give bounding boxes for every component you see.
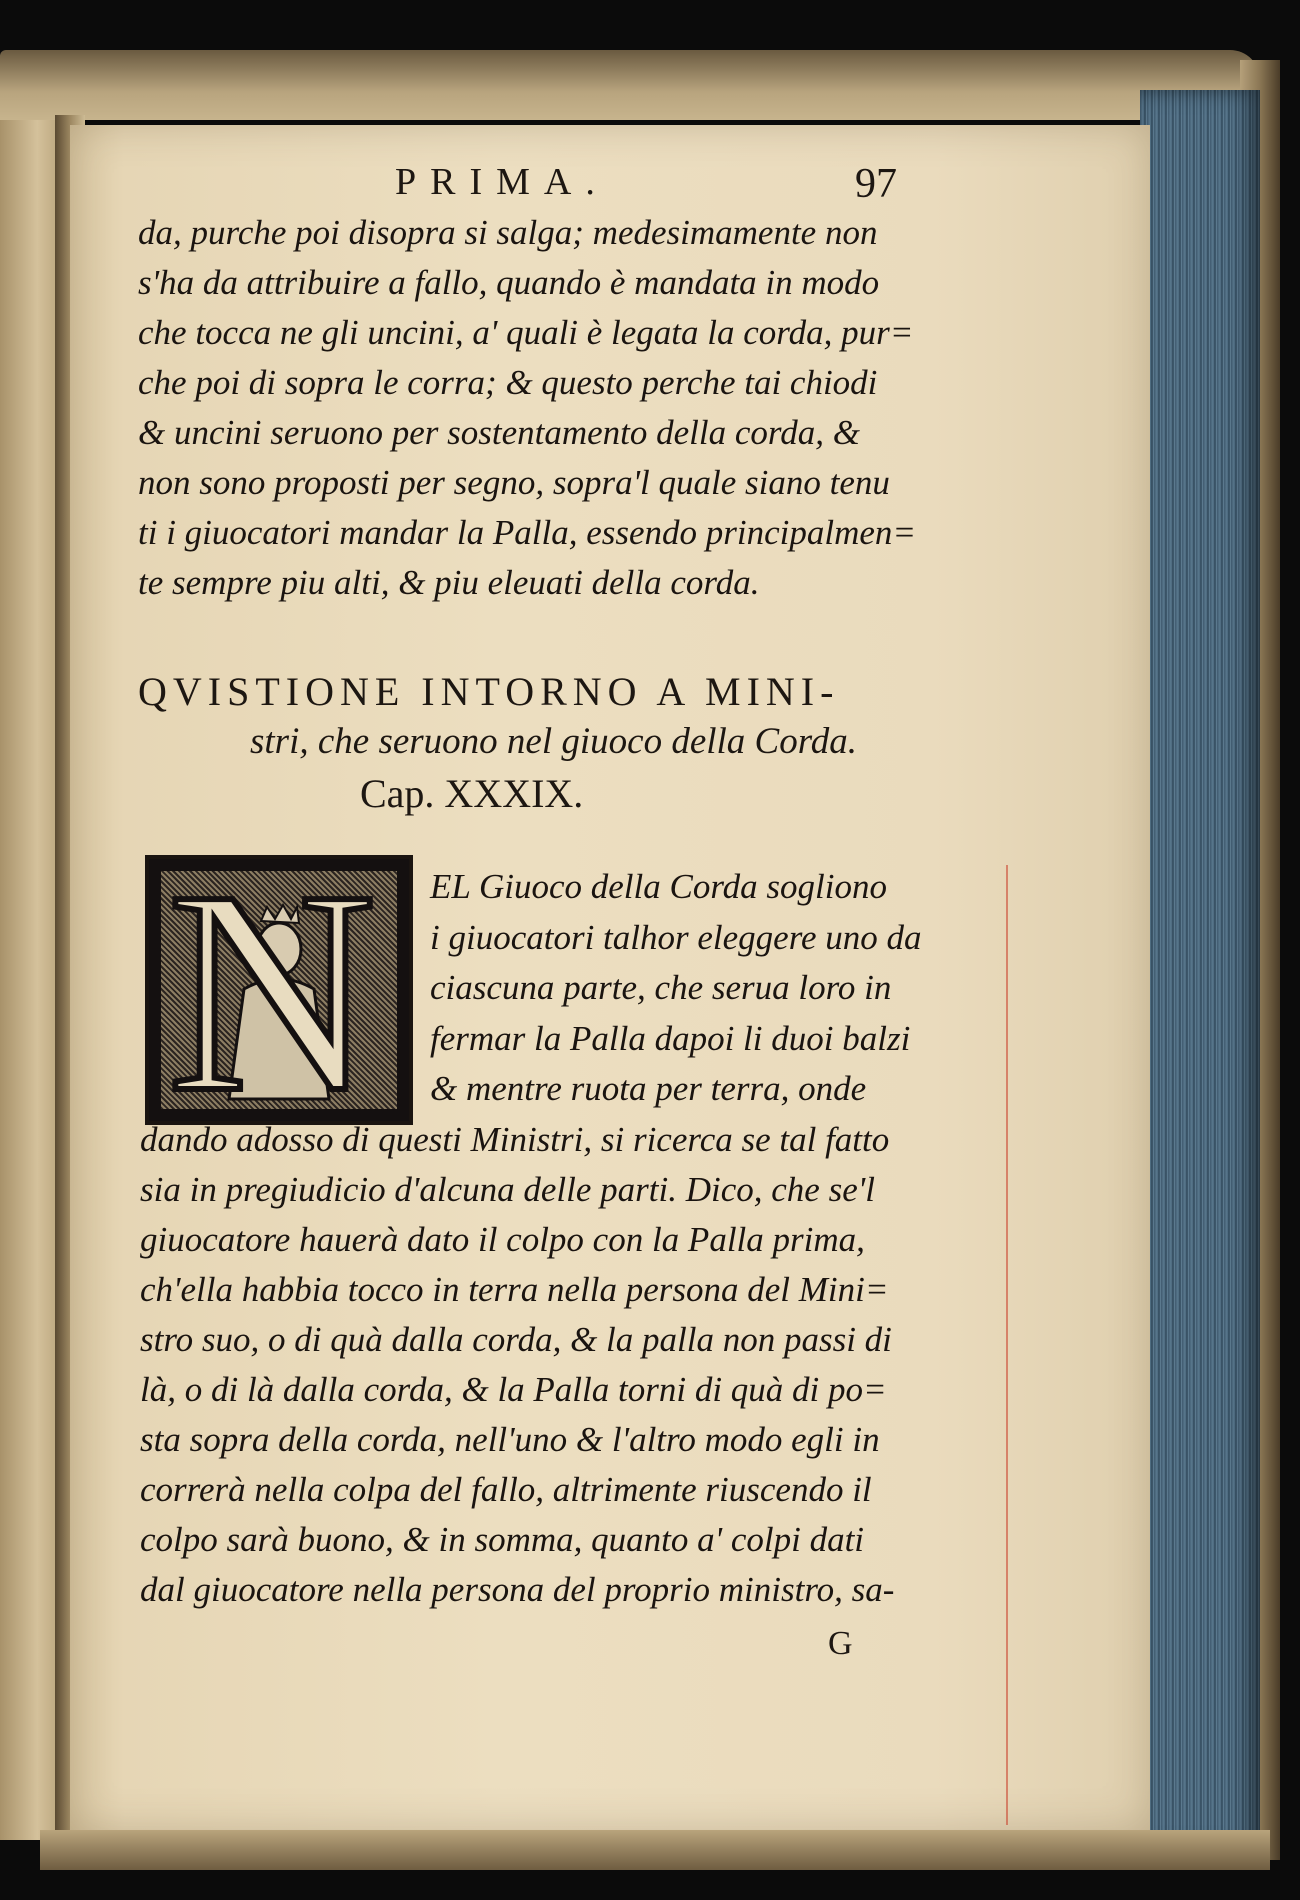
- book-bottom-edge: [40, 1830, 1270, 1870]
- text-line: dal giuocatore nella persona del proprio ministro, sa-: [140, 1570, 895, 1609]
- chapter-heading: QVISTIONE INTORNO A MINI-: [138, 669, 840, 714]
- text-line: te sempre piu alti, & piu eleuati della corda.: [138, 563, 760, 602]
- text-line: che poi di sopra le corra; & questo perche tai chiodi: [138, 363, 878, 402]
- text-line: sta sopra della corda, nell'uno & l'altro modo egli in: [140, 1420, 880, 1459]
- decorated-initial: [145, 831, 413, 1152]
- text-line: fermar la Palla dapoi li duoi balzi: [430, 1018, 911, 1058]
- text-line: che tocca ne gli uncini, a' quali è legata la corda, pur=: [138, 313, 914, 352]
- text-line: ti i giuocatori mandar la Palla, essendo principalmen=: [138, 513, 917, 552]
- top-paragraph: [138, 208, 988, 608]
- text-line: & mentre ruota per terra, onde: [430, 1069, 867, 1108]
- text-line: da, purche poi disopra si salga; medesimamente non: [138, 213, 878, 252]
- text-line: non sono proposti per segno, sopra'l quale siano tenu: [138, 463, 890, 502]
- page-fore-edge: [1140, 90, 1260, 1850]
- text-line: sia in pregiudicio d'alcuna delle parti. Dico, che se'l: [140, 1170, 875, 1209]
- chapter-number: Cap. XXXIX.: [360, 771, 584, 816]
- text-line: correrà nella colpa del fallo, altrimente riuscendo il: [140, 1470, 872, 1509]
- text-line: giuocatore hauerà dato il colpo con la Palla prima,: [140, 1220, 865, 1259]
- text-line: ch'ella habbia tocco in terra nella persona del Mini=: [140, 1270, 889, 1309]
- text-line: & uncini seruono per sostentamento della corda, &: [138, 413, 860, 452]
- text-line: s'ha da attribuire a fallo, quando è mandata in modo: [138, 263, 880, 302]
- initial-letter: N: [167, 831, 377, 1152]
- text-line: ciascuna parte, che serua loro in: [430, 968, 892, 1007]
- left-page-edge: [0, 120, 62, 1840]
- text-line: là, o di là dalla corda, & la Palla torni di quà di po=: [140, 1370, 887, 1409]
- text-line: dando adosso di questi Ministri, si ricerca se tal fatto: [140, 1120, 890, 1159]
- running-head: PRIMA.: [395, 161, 609, 203]
- text-line: EL Giuoco della Corda sogliono: [430, 867, 887, 906]
- text-line: i giuocatori talhor eleggere uno da: [430, 917, 922, 957]
- first-paragraph-lines: [430, 862, 990, 1115]
- chapter-heading-continued: stri, che seruono nel giuoco della Corda.: [250, 721, 858, 762]
- book-cover-top: [0, 50, 1260, 120]
- signature-mark: G: [828, 1625, 853, 1662]
- red-margin-line: [1006, 865, 1008, 1825]
- text-line: stro suo, o di quà dalla corda, & la palla non passi di: [140, 1320, 892, 1359]
- paragraph-continuation: [140, 1115, 1000, 1615]
- text-line: colpo sarà buono, & in somma, quanto a' colpi dati: [140, 1520, 865, 1559]
- page-number: 97: [855, 161, 897, 207]
